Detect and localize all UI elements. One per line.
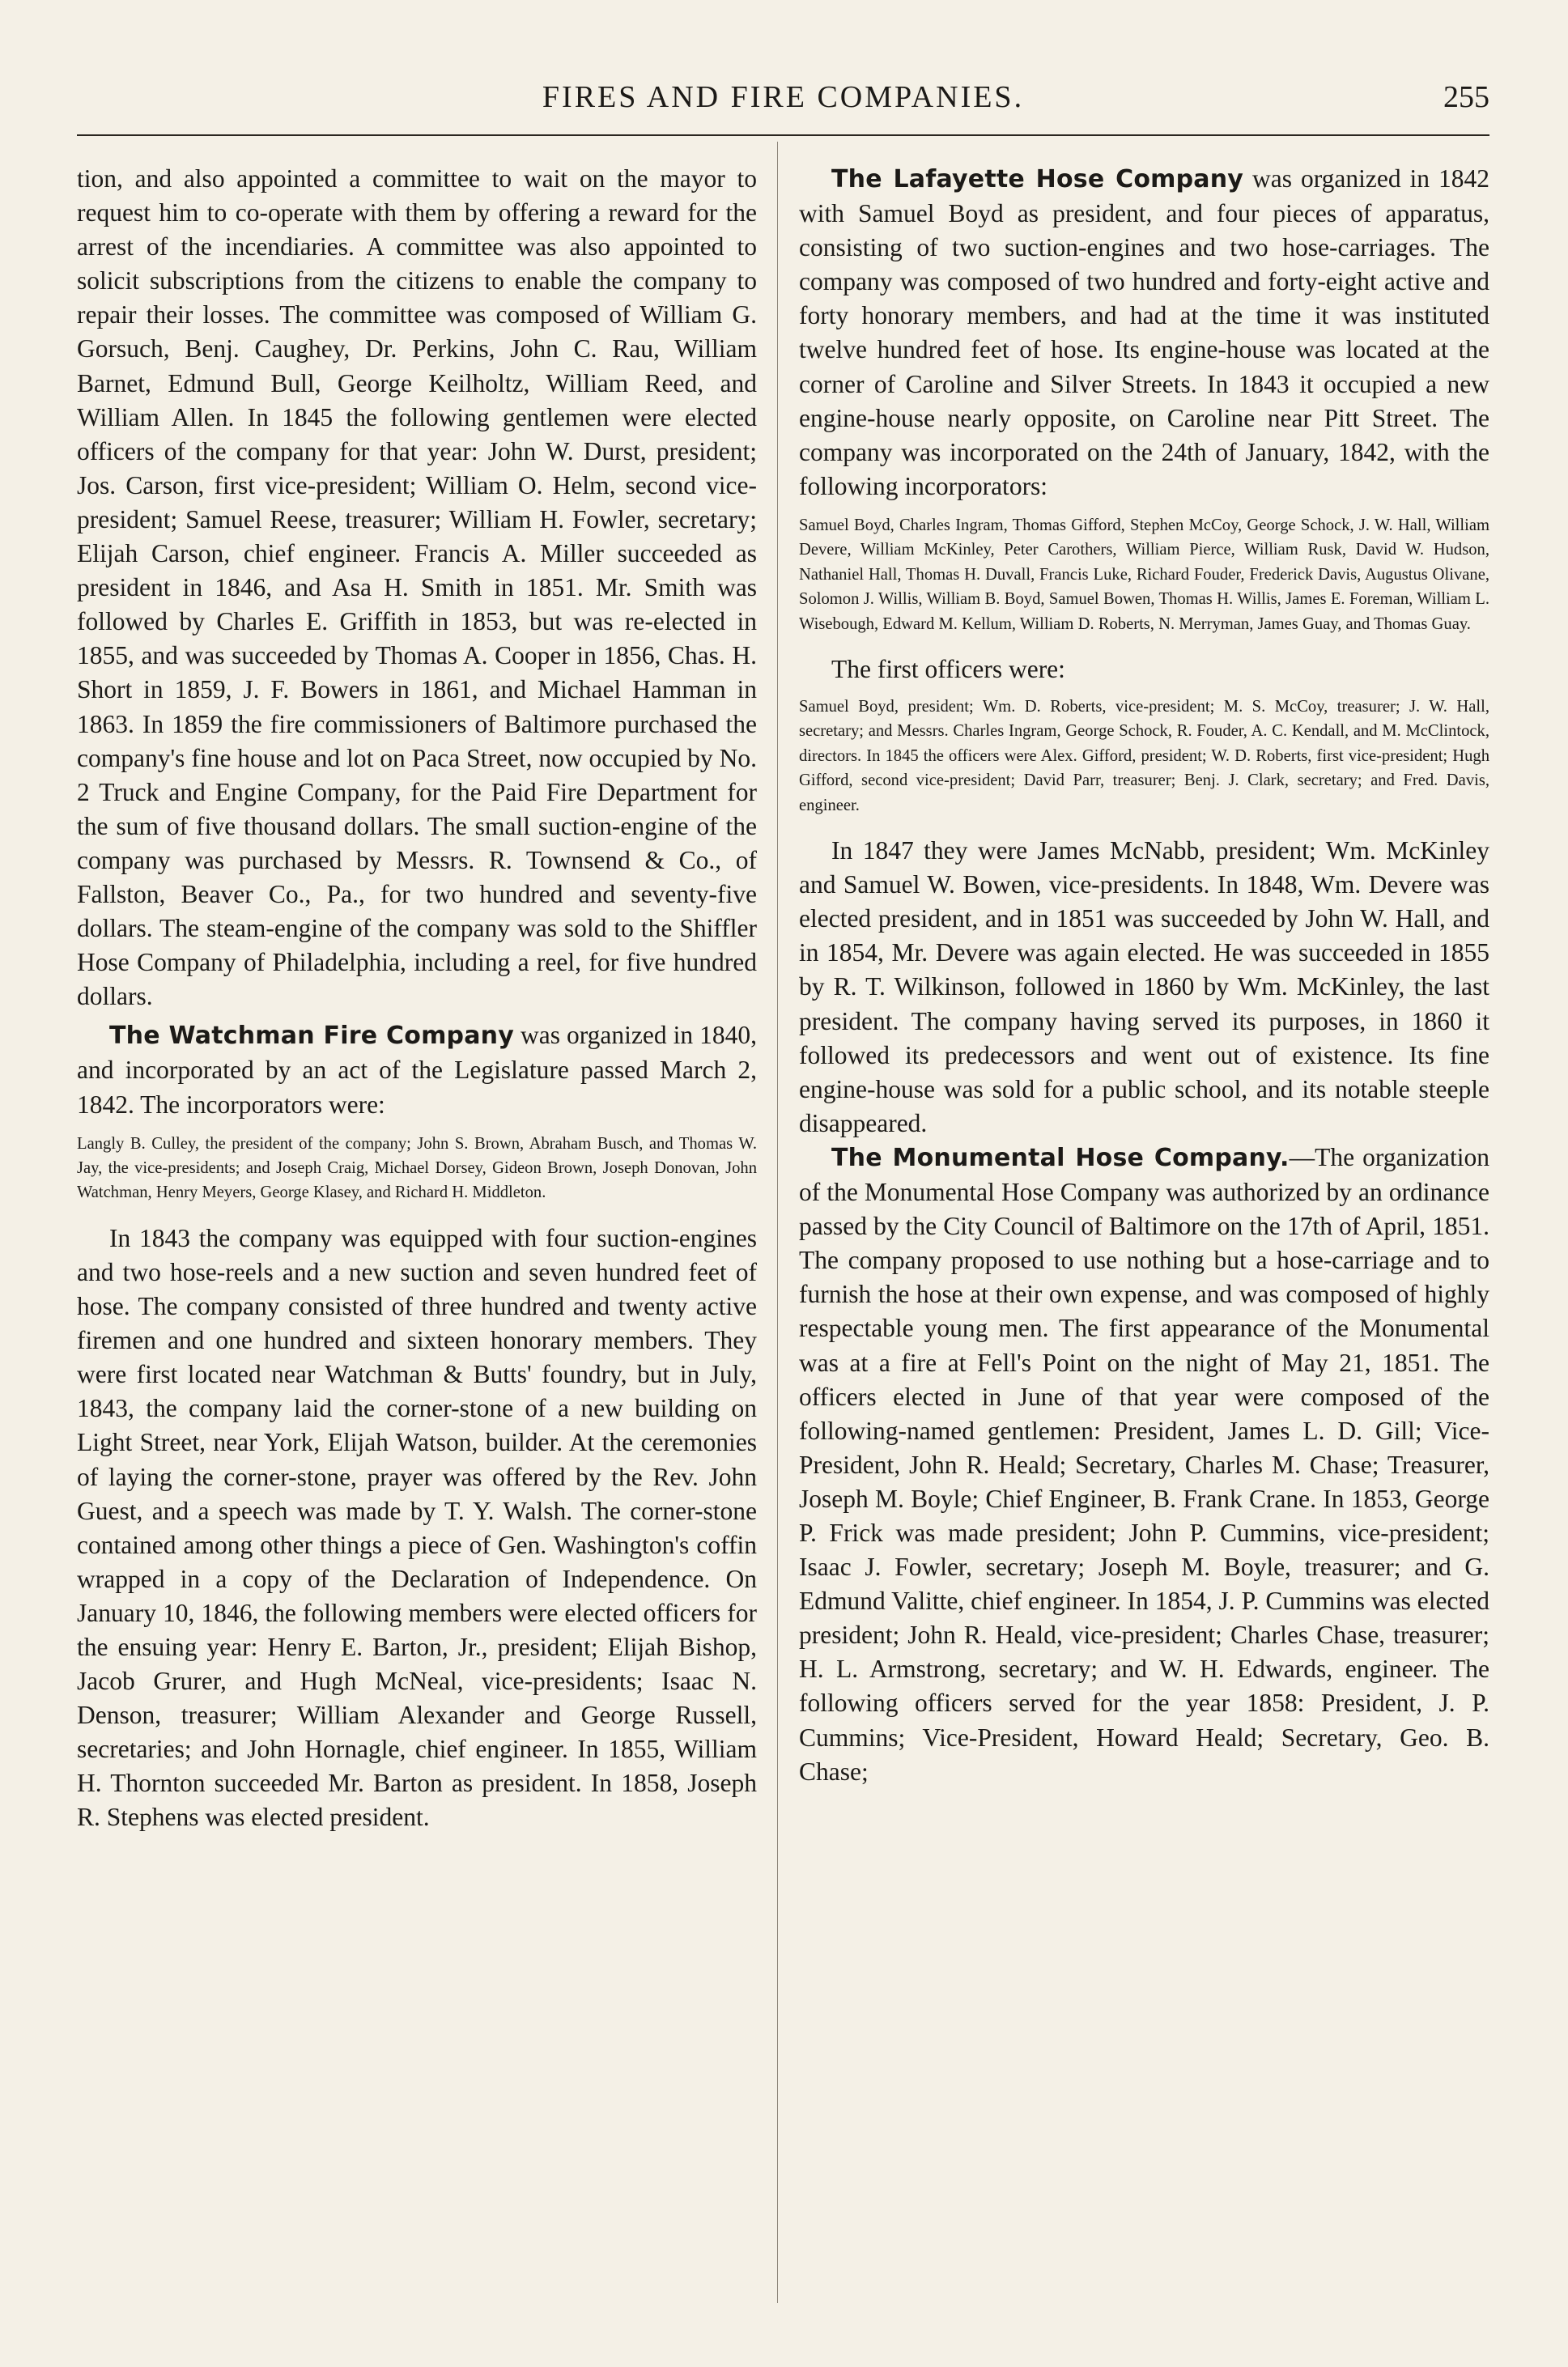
running-head [77, 79, 1489, 128]
first-officers-intro: The first officers were: [831, 654, 1065, 683]
left-column [77, 162, 757, 1835]
monumental-heading: The Monumental Hose Company. [831, 1143, 1290, 1172]
lafayette-incorporators: Samuel Boyd, Charles Ingram, Thomas Gifford, Stephen McCoy, George Schock, J. W. Hall, William Devere, William McKinley, Peter Carothers, William Pierce, William Rusk, David W. Hudson, Nathaniel Hall, Thomas H. Duvall, Francis Luke, Richard Fouder, Frederick Davis, Augustus Olivane, Solomon J. Willis, William B. Boyd, Samuel Bowen, Thomas H. Willis, James E. Foreman, William L. Wisebough, Edward M. Kellum, William D. Roberts, N. Merryman, James Guay, and Thomas Guay. [799, 516, 1489, 633]
watchman-text: was organized in 1840, and incorporated by an act of the Legislature passed March 2, 1842. The incorporators were: [77, 1021, 758, 1119]
column-divider [777, 142, 778, 2303]
lafayette-heading: The Lafayette Hose Company [831, 165, 1244, 193]
left-paragraph-1: tion, and also appointed a committee to wait on the mayor to request him to co-operate with them by offering a reward for the arrest of the incendiaries. A committee was also appointed to solicit subscriptions from the citizens to enable the company to repair their losses. The committee was composed of William G. Gorsuch, Benj. Caughey, Dr. Perkins, John C. Rau, William Barnet, Edmund Bull, George Keilholtz, William Reed, and William Allen. In 1845 the following gentlemen were elected officers of the company for that year: John W. Durst, president; Jos. Carson, first vice-president; William O. Helm, second vice-president; Samuel Reese, treasurer; William H. Fowler, secretary; Elijah Carson, chief engineer. Francis A. Miller succeeded as president in 1846, and Asa H. Smith in 1851. Mr. Smith was followed by Charles E. Griffith in 1853, but was re-elected in 1855, and was succeeded by Thomas A. Cooper in 1856, Chas. H. Short in 1859, J. F. Bowers in 1861, and Michael Hamman in 1863. In 1859 the fire commissioners of Baltimore purchased the company's fine house and lot on Paca Street, now occupied by No. 2 Truck and Engine Company, for the Paid Fire Department for the sum of five thousand dollars. The small suction-engine of the company was purchased by Messrs. R. Townsend & Co., of Fallston, Beaver Co., Pa., for two hundred and seventy-five dollars. The steam-engine of the company was sold to the Shiffler Hose Company of Philadelphia, including a reel, for five hundred dollars. [77, 164, 757, 1011]
first-officers-list: Samuel Boyd, president; Wm. D. Roberts, vice-president; M. S. McCoy, treasurer; J. W. Hall, secretary; and Messrs. Charles Ingram, George Schock, R. Fouder, A. C. Kendall, and M. McClintock, directors. In 1845 the officers were Alex. Gifford, president; W. D. Roberts, first vice-president; Hugh Gifford, second vice-president; David Parr, treasurer; Benj. J. Clark, secretary; and Fred. Davis, engineer. [799, 698, 1489, 814]
left-paragraph-2: In 1843 the company was equipped with four suction-engines and two hose-reels and a new suction and seven hundred feet of hose. The company consisted of three hundred and twenty active firemen and one hundred and sixteen honorary members. They were first located near Watchman & Butts' foundry, but in July, 1843, the company laid the corner-stone of a new building on Light Street, near York, Elijah Watson, builder. At the ceremonies of laying the corner-stone, prayer was offered by the Rev. John Guest, and a speech was made by T. Y. Walsh. The corner-stone contained among other things a piece of Gen. Washington's coffin wrapped in a copy of the Declaration of Independence. On January 10, 1846, the following members were elected officers for the ensuing year: Henry E. Barton, Jr., president; Elijah Bishop, Jacob Grurer, and Hugh McNeal, vice-presidents; Isaac N. Denson, treasurer; William Alexander and George Russell, secretaries; and John Hornagle, chief engineer. In 1855, William H. Thornton succeeded Mr. Barton as president. In 1858, Joseph R. Stephens was elected president. [77, 1223, 757, 1832]
watchman-paragraph [77, 1018, 757, 1121]
watchman-incorporators: Langly B. Culley, the president of the company; John S. Brown, Abraham Busch, and Thomas W. Jay, the vice-presidents; and Joseph Craig, Michael Dorsey, Gideon Brown, Joseph Donovan, John Watchman, Henry Meyers, George Klasey, and Richard H. Middleton. [77, 1134, 757, 1202]
right-column [799, 162, 1489, 1789]
monumental-text: —The organization of the Monumental Hose Company was authorized by an ordinance passed by the City Council of Baltimore on the 17th of April, 1851. The company proposed to use nothing but a hose-carriage and to furnish the hose at their own expense, and was composed of highly respectable young men. The first appearance of the Monumental was at a fire at Fell's Point on the night of May 21, 1851. The officers elected in June of that year were composed of the following-named gentlemen: President, James L. D. Gill; Vice-President, John R. Heald; Secretary, Charles M. Chase; Treasurer, Joseph M. Boyle; Chief Engineer, B. Frank Crane. In 1853, George P. Frick was made president; John P. Cummins, vice-president; Isaac J. Fowler, secretary; Joseph M. Boyle, treasurer; and G. Edmund Valitte, chief engineer. In 1854, J. P. Cummins was elected president; John R. Heald, vice-president; Charles Chase, treasurer; H. L. Armstrong, secretary; and W. H. Edwards, engineer. The following officers served for the year 1858: President, J. P. Cummins; Vice-President, Howard Heald; Secretary, Geo. B. Chase; [799, 1142, 1490, 1786]
page-number: 255 [1443, 80, 1489, 114]
running-title: FIRES AND FIRE COMPANIES. [542, 80, 1025, 114]
lafayette-text: was organized in 1842 with Samuel Boyd as president, and four pieces of apparatus, consisting of two suction-engines and two hose-carriages. The company was composed of two hundred and forty-eight active and forty honorary members, and had at the time it was instituted twelve hundred feet of hose. Its engine-house was located at the corner of Caroline and Silver Streets. In 1843 it occupied a new engine-house nearly opposite, on Caroline near Pitt Street. The company was incorporated on the 24th of January, 1842, with the following incorporators: [799, 164, 1489, 500]
right-paragraph-3: In 1847 they were James McNabb, president; Wm. McKinley and Samuel W. Bowen, vice-presidents. In 1848, Wm. Devere was elected president, and in 1851 was succeeded by John W. Hall, and in 1854, Mr. Devere was again elected. He was succeeded in 1855 by R. T. Wilkinson, followed in 1860 by Wm. McKinley, the last president. The company having served its purposes, in 1860 it followed its predecessors and went out of existence. Its fine engine-house was sold for a public school, and its notable steeple disappeared. [799, 836, 1489, 1137]
header-rule [77, 134, 1489, 136]
lafayette-paragraph [799, 162, 1489, 504]
watchman-heading: The Watchman Fire Company [109, 1022, 514, 1051]
monumental-paragraph [799, 1141, 1489, 1789]
